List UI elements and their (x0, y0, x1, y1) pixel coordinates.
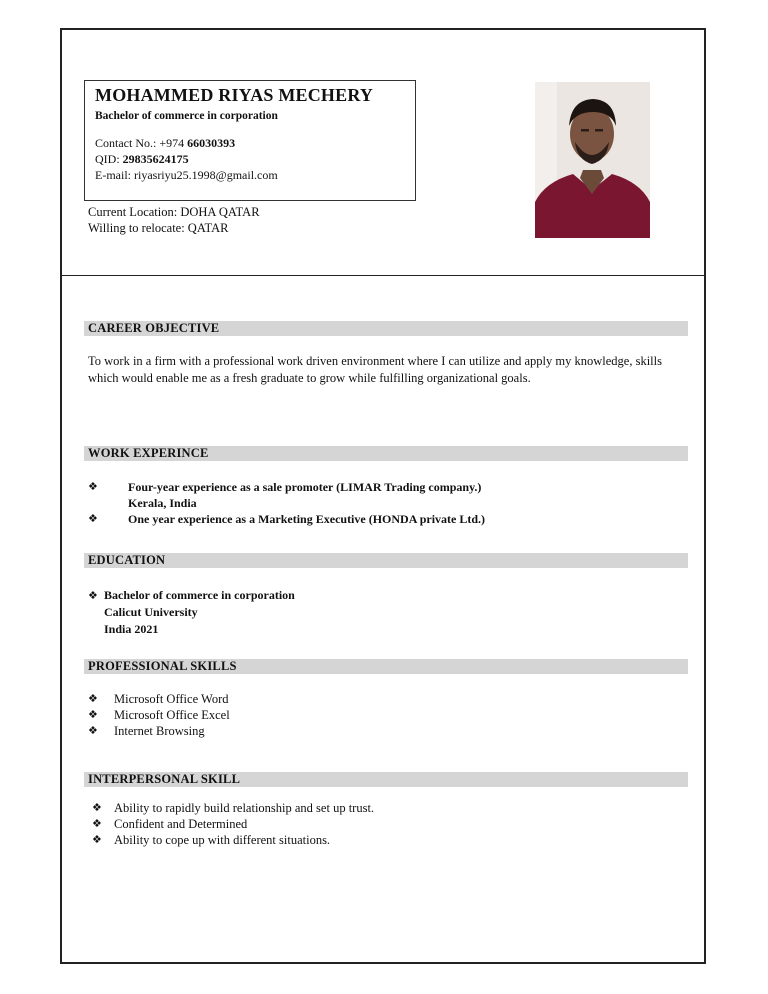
diamond-bullet-icon: ❖ (88, 512, 98, 525)
diamond-bullet-icon: ❖ (92, 801, 102, 814)
professional-skills-list (88, 691, 230, 739)
list-item: ❖ Microsoft Office Excel (88, 708, 230, 722)
list-item: ❖ Ability to rapidly build relationship and set up trust. (92, 801, 375, 815)
career-objective-heading: CAREER OBJECTIVE (84, 321, 688, 336)
education-university: Calicut University (104, 605, 198, 619)
diamond-bullet-icon: ❖ (88, 589, 98, 602)
list-item (88, 587, 295, 638)
current-location: Current Location: DOHA QATAR (88, 205, 260, 219)
diamond-bullet-icon: ❖ (88, 692, 98, 705)
education-place-year: India 2021 (104, 622, 159, 636)
education-heading: EDUCATION (84, 553, 688, 568)
candidate-degree: Bachelor of commerce in corporation (95, 110, 278, 122)
education-degree: Bachelor of commerce in corporation (104, 588, 295, 602)
qid: QID: 29835624175 (95, 152, 189, 166)
interpersonal-skill-heading: INTERPERSONAL SKILL (84, 772, 688, 787)
education-details (88, 587, 295, 638)
list-item: ❖ Ability to cope up with different situations. (92, 833, 331, 847)
list-item: ❖ Confident and Determined (92, 817, 248, 831)
header-divider (62, 275, 704, 276)
diamond-bullet-icon: ❖ (88, 480, 98, 493)
diamond-bullet-icon: ❖ (92, 833, 102, 846)
diamond-bullet-icon: ❖ (88, 724, 98, 737)
candidate-name: MOHAMMED RIYAS MECHERY (95, 85, 374, 105)
work-experience-list (88, 479, 678, 527)
relocate-preference: Willing to relocate: QATAR (88, 221, 229, 235)
list-item: ❖ One year experience as a Marketing Executive (HONDA private Ltd.) (88, 512, 486, 526)
contact-number: Contact No.: +974 66030393 (95, 136, 236, 150)
person-photo-icon (535, 82, 650, 238)
work-experience-heading: WORK EXPERINCE (84, 446, 688, 461)
resume-page (60, 28, 706, 964)
location-info (88, 204, 260, 236)
list-item: ❖ Microsoft Office Word (88, 692, 229, 706)
profile-photo (535, 82, 650, 238)
diamond-bullet-icon: ❖ (92, 817, 102, 830)
professional-skills-heading: PROFESSIONAL SKILLS (84, 659, 688, 674)
career-objective-text: To work in a firm with a professional work driven environment where I can utilize and apply my knowledge, skills which would enable me as a fresh graduate to grow while fulfilling organizational goals. (88, 354, 662, 385)
email: E-mail: riyasriyu25.1998@gmail.com (95, 168, 278, 182)
diamond-bullet-icon: ❖ (88, 708, 98, 721)
contact-details (95, 135, 405, 183)
interpersonal-skill-list (92, 800, 374, 848)
list-item: ❖ Four-year experience as a sale promoter (LIMAR Trading company.) Kerala, India (88, 480, 482, 510)
name-contact-box (84, 80, 416, 201)
list-item: ❖ Internet Browsing (88, 724, 205, 738)
